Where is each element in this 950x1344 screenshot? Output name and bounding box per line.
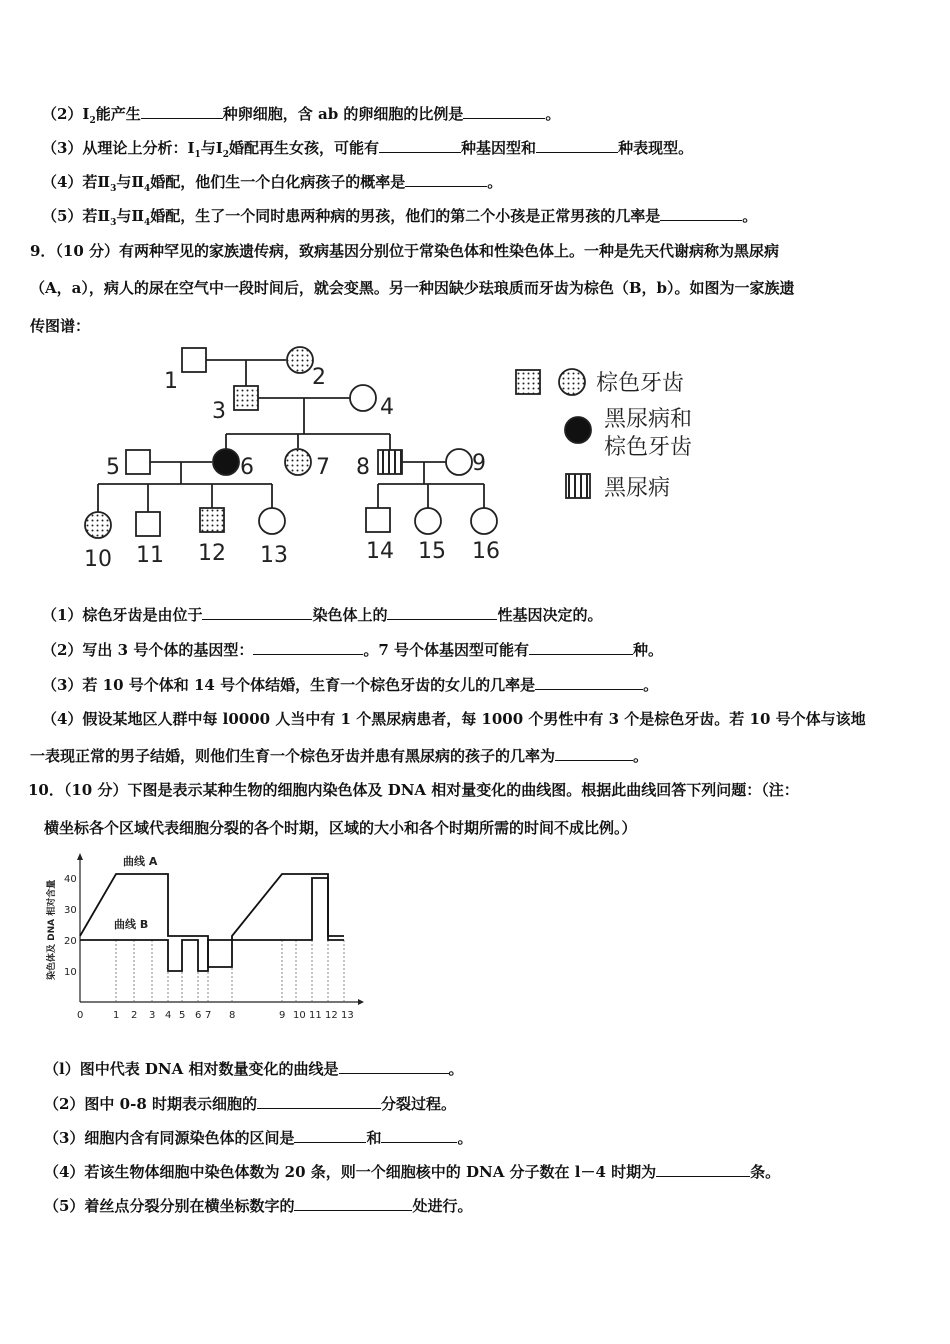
q9-part4-text-c: 。 xyxy=(633,747,649,765)
individual-6-both-diseases-female xyxy=(213,449,239,475)
q10-part2-text-a: （2）图中 0-8 时期表示细胞的 xyxy=(44,1095,257,1113)
answer-blank[interactable] xyxy=(463,104,545,119)
answer-blank[interactable] xyxy=(381,1128,457,1143)
q9-line2: （A，a），病人的尿在空气中一段时间后，就会变黑。另一种因缺少珐琅质而牙齿为棕色（B，b）。如图为一家族遗 xyxy=(30,279,795,297)
individual-8-alkaptonuria-male xyxy=(378,450,402,474)
pedigree-label: 15 xyxy=(418,539,446,564)
q8-part5 xyxy=(42,205,757,234)
q10-part5-text-a: （5）着丝点分裂分别在横坐标数字的 xyxy=(44,1197,295,1215)
q9-part4-text-a: （4）假设某地区人群中每 l0000 人当中有 1 个黑尿病患者，每 1000 个男性中有 3 个是棕色牙齿。若 10 号个体与该地 xyxy=(42,710,866,728)
q10-part1-text-a: （l）图中代表 DNA 相对数量变化的曲线是 xyxy=(44,1060,339,1078)
q8-part2-text-b: 能产生 xyxy=(95,105,141,123)
pedigree-label: 10 xyxy=(84,547,112,572)
x-tick-label: 7 xyxy=(205,1010,212,1021)
x-tick-label: 11 xyxy=(309,1010,322,1021)
pedigree-label: 8 xyxy=(356,455,370,480)
individual-1-normal-male xyxy=(182,348,206,372)
q9-part2-text-b: 。7 号个体基因型可能有 xyxy=(363,641,529,659)
individual-5-normal-male xyxy=(126,450,150,474)
pedigree-label: 13 xyxy=(260,543,288,568)
q10-part2-text-b: 分裂过程。 xyxy=(380,1095,456,1113)
q9-part1-text-b: 染色体上的 xyxy=(312,606,388,624)
answer-blank[interactable] xyxy=(535,675,643,690)
q9-part3-text-b: 。 xyxy=(643,676,659,694)
individual-4-normal-female xyxy=(350,385,376,411)
answer-blank[interactable] xyxy=(536,138,618,153)
pedigree-label: 6 xyxy=(240,455,254,480)
pedigree-label: 9 xyxy=(472,451,486,476)
answer-blank[interactable] xyxy=(379,138,461,153)
q8-part4-text-b: 与Ⅱ xyxy=(116,173,145,191)
answer-blank[interactable] xyxy=(529,640,633,655)
legend-brown-teeth-female-icon xyxy=(559,369,585,395)
answer-blank[interactable] xyxy=(253,640,363,655)
legend-both-label-line2: 棕色牙齿 xyxy=(604,435,693,460)
answer-blank[interactable] xyxy=(141,104,223,119)
answer-blank[interactable] xyxy=(294,1128,366,1143)
q9-part4-cont xyxy=(30,745,648,767)
q9-part2-text-c: 种。 xyxy=(633,641,664,659)
q10-part3 xyxy=(44,1127,472,1149)
q9-line3: 传图谱： xyxy=(30,317,91,335)
q8-part3-text-d: 种基因型和 xyxy=(461,139,537,157)
y-tick-label: 10 xyxy=(64,967,77,978)
q8-part2-text-c: 种卵细胞，含 ab 的卵细胞的比例是 xyxy=(222,105,464,123)
individual-10-brown-teeth-female xyxy=(85,512,111,538)
q8-part4-text-d: 。 xyxy=(487,173,503,191)
q8-part5-sub2: 4 xyxy=(144,218,151,228)
q10-part5 xyxy=(44,1195,472,1217)
q9-part4-text-b: 一表现正常的男子结婚，则他们生育一个棕色牙齿并患有黑尿病的孩子的几率为 xyxy=(30,747,556,765)
answer-blank[interactable] xyxy=(387,605,497,620)
pedigree-label: 5 xyxy=(106,455,120,480)
q10-part3-text-a: （3）细胞内含有同源染色体的区间是 xyxy=(44,1129,295,1147)
curve-b-label: 曲线 B xyxy=(114,918,149,931)
q8-part3-text-e: 种表现型。 xyxy=(618,139,694,157)
pedigree-label: 4 xyxy=(380,395,394,420)
chromosome-dna-curve-chart xyxy=(40,852,370,1028)
q10-part4-text-a: （4）若该生物体细胞中染色体数为 20 条，则一个细胞核中的 DNA 分子数在 l－4 时期为 xyxy=(44,1163,657,1181)
individual-3-brown-teeth-male xyxy=(234,386,258,410)
x-tick-label: 9 xyxy=(279,1010,286,1021)
individual-11-normal-male xyxy=(136,512,160,536)
pedigree-label: 3 xyxy=(212,399,226,424)
q8-part2-text-d: 。 xyxy=(545,105,561,123)
pedigree-label: 12 xyxy=(198,541,226,566)
answer-blank[interactable] xyxy=(660,206,742,221)
q8-part5-text-b: 与Ⅱ xyxy=(116,207,145,225)
q8-part4-text-c: 婚配，他们生一个白化病孩子的概率是 xyxy=(150,173,406,191)
pedigree-label: 2 xyxy=(312,365,326,390)
x-tick-label: 8 xyxy=(229,1010,236,1021)
x-tick-label: 10 xyxy=(293,1010,306,1021)
answer-blank[interactable] xyxy=(339,1059,449,1074)
q10-part5-text-b: 处进行。 xyxy=(412,1197,473,1215)
x-tick-label: 4 xyxy=(165,1010,172,1021)
pedigree-label: 11 xyxy=(136,543,164,568)
q8-part3-sub2: 2 xyxy=(222,150,230,160)
q8-part4-sub2: 4 xyxy=(144,184,151,194)
q10-part1 xyxy=(44,1058,464,1080)
individual-9-normal-female xyxy=(446,449,472,475)
answer-blank[interactable] xyxy=(257,1094,381,1109)
answer-blank[interactable] xyxy=(405,172,487,187)
q9-part4 xyxy=(42,708,866,730)
q10-part2 xyxy=(44,1093,456,1115)
answer-blank[interactable] xyxy=(202,605,312,620)
q9-part1 xyxy=(42,604,602,626)
y-axis-label: 染色体及 DNA 相对含量 xyxy=(47,879,57,980)
q9-part3 xyxy=(42,674,658,696)
individual-12-brown-teeth-male xyxy=(200,508,224,532)
q8-part3-sub1: 1 xyxy=(194,150,201,160)
y-tick-label: 30 xyxy=(64,905,77,916)
individual-7-brown-teeth-female xyxy=(285,449,311,475)
answer-blank[interactable] xyxy=(294,1196,412,1211)
q10-part4-text-b: 条。 xyxy=(750,1163,781,1181)
q8-part3 xyxy=(42,137,693,166)
pedigree-legend xyxy=(506,356,736,506)
answer-blank[interactable] xyxy=(656,1162,750,1177)
individual-15-normal-female xyxy=(415,508,441,534)
pedigree-label: 1 xyxy=(164,369,178,394)
q8-part2-sub: 2 xyxy=(89,116,96,126)
individual-13-normal-female xyxy=(259,508,285,534)
q8-part2-text-a: （2）Ⅰ xyxy=(42,105,90,123)
q8-part5-text-a: （5）若Ⅱ xyxy=(42,207,111,225)
legend-brown-teeth-label: 棕色牙齿 xyxy=(596,371,685,396)
individual-2-brown-teeth-female xyxy=(287,347,313,373)
pedigree-label: 7 xyxy=(316,455,330,480)
y-tick-label: 20 xyxy=(64,936,77,947)
q9-part1-text-c: 性基因决定的。 xyxy=(497,606,603,624)
pedigree-diagram xyxy=(80,338,500,574)
x-tick-label: 6 xyxy=(195,1010,202,1021)
q8-part3-text-a: （3）从理论上分析：Ⅰ xyxy=(42,139,195,157)
legend-brown-teeth-male-icon xyxy=(516,370,540,394)
q10-part4 xyxy=(44,1161,780,1183)
x-tick-label: 2 xyxy=(131,1010,138,1021)
q9-part2-text-a: （2）写出 3 号个体的基因型： xyxy=(42,641,254,659)
x-tick-label: 5 xyxy=(179,1010,186,1021)
answer-blank[interactable] xyxy=(555,746,633,761)
x-tick-label: 3 xyxy=(149,1010,156,1021)
pedigree-label: 14 xyxy=(366,539,394,564)
q9-part3-text-a: （3）若 10 号个体和 14 号个体结婚，生育一个棕色牙齿的女儿的几率是 xyxy=(42,676,536,694)
q8-part5-text-c: 婚配，生了一个同时患两种病的男孩，他们的第二个小孩是正常男孩的几率是 xyxy=(150,207,661,225)
q9-heading: 9．（10 分）有两种罕见的家族遗传病，致病基因分别位于常染色体和性染色体上。一种是先天代谢病称为黑尿病 xyxy=(30,242,780,260)
x-tick-label: 13 xyxy=(341,1010,354,1021)
q8-part4 xyxy=(42,171,502,200)
x-tick-label: 1 xyxy=(113,1010,120,1021)
pedigree-label: 16 xyxy=(472,539,500,564)
q10-part1-text-b: 。 xyxy=(448,1060,464,1078)
individual-16-normal-female xyxy=(471,508,497,534)
q10-part3-text-c: 。 xyxy=(457,1129,473,1147)
y-tick-label: 40 xyxy=(64,874,77,885)
q10-line2: 横坐标各个区域代表细胞分裂的各个时期，区域的大小和各个时期所需的时间不成比例。） xyxy=(44,819,637,837)
x-axis-arrow xyxy=(358,999,364,1005)
individual-14-normal-male xyxy=(366,508,390,532)
q10-heading: 10．（10 分）下图是表示某种生物的细胞内染色体及 DNA 相对量变化的曲线图。根据此曲线回答下列问题：（注： xyxy=(28,781,799,799)
legend-both-diseases-icon xyxy=(565,417,591,443)
q9-part1-text-a: （1）棕色牙齿是由位于 xyxy=(42,606,203,624)
q8-part3-text-b: 与Ⅰ xyxy=(200,139,223,157)
y-axis-arrow xyxy=(77,853,83,860)
q8-part4-sub1: 3 xyxy=(110,184,117,194)
q9-part2 xyxy=(42,639,663,661)
x-tick-label: 12 xyxy=(325,1010,338,1021)
q8-part3-text-c: 婚配再生女孩，可能有 xyxy=(229,139,380,157)
q10-part3-text-b: 和 xyxy=(366,1129,382,1147)
q8-part2 xyxy=(42,103,560,132)
x-tick-label: 0 xyxy=(77,1010,84,1021)
q8-part4-text-a: （4）若Ⅱ xyxy=(42,173,111,191)
legend-both-label-line1: 黑尿病和 xyxy=(604,407,693,432)
curve-a-label: 曲线 A xyxy=(123,855,158,868)
q8-part5-sub1: 3 xyxy=(110,218,117,228)
q8-part5-text-d: 。 xyxy=(742,207,758,225)
legend-alkaptonuria-icon xyxy=(566,474,590,498)
legend-alkaptonuria-label: 黑尿病 xyxy=(604,476,671,501)
